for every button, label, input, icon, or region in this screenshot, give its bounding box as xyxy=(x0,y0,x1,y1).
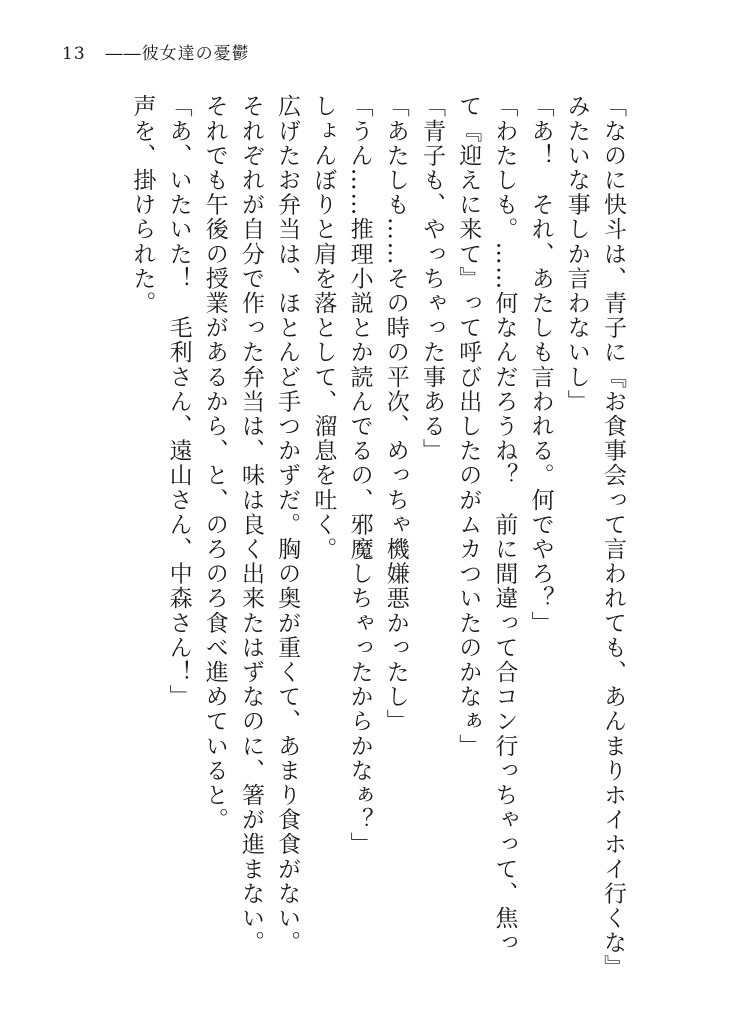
paragraph: 「あ、いたいた！ 毛利さん、遠山さん、中森さん！」 xyxy=(165,94,192,709)
paragraph: 声を、掛けられた。 xyxy=(129,94,156,316)
paragraph: 「なのに快斗は、青子に『お食事会って言われても、あんまりホイホイ行くな』みたいな事しか言わないし」 xyxy=(563,94,626,969)
paragraph: 「わたしも。……何なんだろうね？ 前に間違って合コン行っちゃって、焦って『迎えに来て』って呼び出したのがムカついたのかなぁ」 xyxy=(455,94,518,955)
running-header xyxy=(62,42,250,66)
paragraph: 「あたしも……その時の平次、めっちゃ機嫌悪かったし」 xyxy=(382,94,409,734)
page-number: 13 xyxy=(62,44,86,64)
paragraph: 「あ！ それ、あたしも言われる。何でやろ？」 xyxy=(527,94,554,636)
paragraph: 「うん……推理小説とか読んでるの、邪魔しちゃったからかなぁ？」 xyxy=(346,94,373,857)
paragraph: しょんぼりと肩を落として、溜息を吐く。 xyxy=(310,94,337,562)
vertical-text-body xyxy=(91,94,631,974)
paragraph: それでも午後の授業があるから、と、のろのろ食べ進めていると。 xyxy=(201,94,228,832)
paragraph: 「青子も、やっちゃった事ある」 xyxy=(418,94,445,463)
chapter-title: ――彼女達の憂鬱 xyxy=(105,44,250,64)
paragraph: 広げたお弁当は、ほとんど手つかずだ。胸の奥が重くて、あまり食食がない。それぞれが自分で作った弁当は、味は良く出来たはずなのに、箸が進まない。 xyxy=(237,94,301,955)
